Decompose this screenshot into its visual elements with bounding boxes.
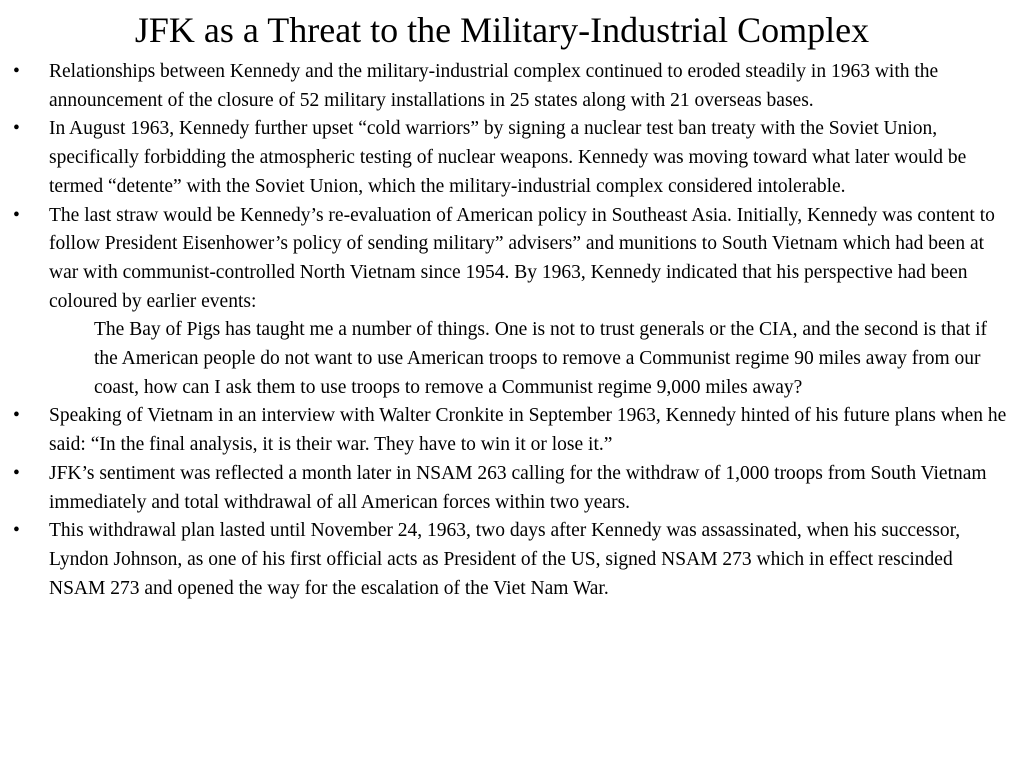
- bullet-item-southeast-asia: [13, 202, 1013, 403]
- kennedy-quote: The Bay of Pigs has taught me a number of things. One is not to trust generals or the CIA, and the second is that if the American people do not want to use American troops to remove a Communist regime 90 miles away from our coast, how can I ask them to use troops to remove a Communist regime 9,000 miles away?: [94, 319, 988, 398]
- bullet-text: Relationships between Kennedy and the military-industrial complex continued to eroded steadily in 1963 with the announcement of the closure of 52 military installations in 25 states along with 21 overseas bases.: [49, 61, 939, 111]
- bullet-item-nsam-273: [13, 517, 1013, 603]
- bullet-text: Speaking of Vietnam in an interview with Walter Cronkite in September 1963, Kennedy hinted of his future plans when he said: “In the final analysis, it is their war. They have to win it or lose it.”: [49, 405, 1007, 456]
- bullet-icon: •: [13, 405, 20, 427]
- bullet-item-test-ban: [13, 115, 1013, 201]
- bullet-icon: •: [13, 462, 20, 484]
- bullet-icon: •: [13, 520, 20, 542]
- bullet-text: JFK’s sentiment was reflected a month later in NSAM 263 calling for the withdraw of 1,000 troops from South Vietnam immediately and total withdrawal of all American forces within two years.: [49, 462, 987, 513]
- bullet-text: In August 1963, Kennedy further upset “cold warriors” by signing a nuclear test ban treaty with the Soviet Union, specifically forbidding the atmospheric testing of nuclear weapons. Kennedy was moving toward what later would be termed “detente” with the Soviet Union, which the military-industrial complex considered intolerable.: [49, 118, 967, 197]
- bullet-item-nsam-263: [13, 460, 1013, 517]
- bullet-text: This withdrawal plan lasted until November 24, 1963, two days after Kennedy was assassinated, when his successor, Lyndon Johnson, as one of his first official acts as President of the US, signed NSAM 273 which in effect rescinded NSAM 273 and opened the way for the escalation of the Viet Nam War.: [49, 520, 961, 599]
- bullet-icon: •: [13, 118, 20, 140]
- bullet-icon: •: [13, 204, 20, 226]
- bullet-list: [13, 58, 1013, 603]
- slide-title: JFK as a Threat to the Military-Industrial Complex: [134, 10, 870, 50]
- bullet-item-closures: [13, 58, 1013, 115]
- bullet-item-cronkite: [13, 402, 1013, 459]
- bullet-icon: •: [13, 61, 20, 82]
- bullet-text: The last straw would be Kennedy’s re-evaluation of American policy in Southeast Asia. Initially, Kennedy was content to follow President Eisenhower’s policy of sending military” advisers” and munitions to South Vietnam which had been at war with communist-controlled North Vietnam since 1954. By 1963, Kennedy indicated that his perspective had been coloured by earlier events:: [49, 204, 995, 312]
